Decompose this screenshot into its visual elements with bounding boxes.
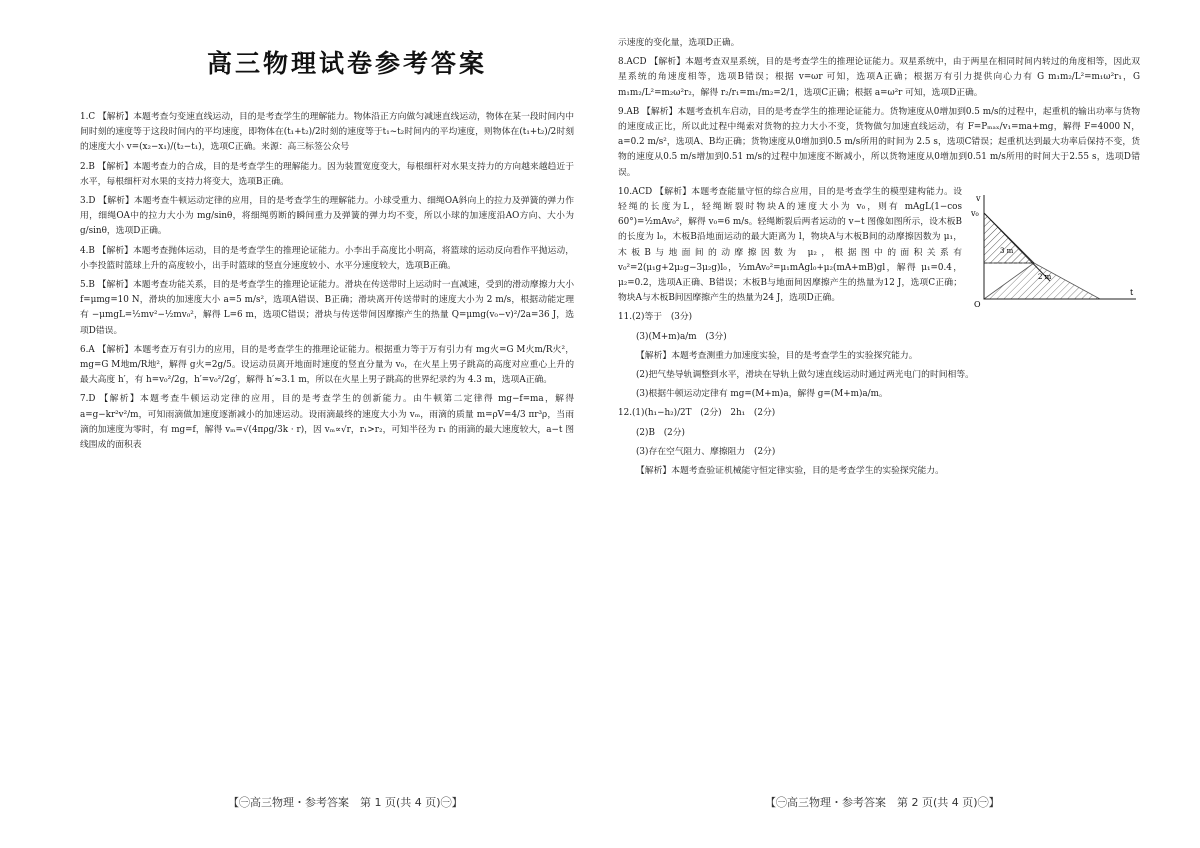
answer-6: 6.A 【解析】本题考查万有引力的应用，目的是考查学生的推理论证能力。根据重力等于万有引力有 mg火=G M火m/R火²，mg=G M地m/R地²，解得 g火=2g/5。设运动员离开地面时速度的竖直分量为 v₀，在火星上男子跳高的高度对应重心上升的最大高度 h′，有 h=v₀²/2g，h′=v₀²/2g′，解得 h′≈3.1 m，所以在火星上男子跳高的世界纪录约为 4.3 m，选项A正确。	[80, 344, 574, 386]
answer-8: 8.ACD 【解析】本题考查双星系统，目的是考查学生的推理论证能力。双星系统中，由于两星在相同时间内转过的角度相等，因此双星系统的角速度相等，选项B错误；根据 v=ωr 可知，选项A正确；根据万有引力提供向心力有 G m₁m₂/L²=m₁ω²r₁，G m₁m₂/L²=m₂ω²r₂，解得 r₂/r₁=m₁/m₂=2/1，选项C正确；根据 a=ω²r 可知，选项D正确。	[618, 57, 1140, 98]
answer-12-2: (2)B (2分)	[636, 427, 685, 438]
page-title: 高三物理试卷参考答案	[206, 49, 487, 78]
answer-11-analysis-3: (3)根据牛顿运动定律有 mg=(M+m)a，解得 g=(M+m)a/m。	[636, 389, 888, 400]
answer-11-analysis: 【解析】本题考查测重力加速度实验，目的是考查学生的实验探究能力。	[636, 350, 918, 361]
answer-12-1: 12.(1)(h₁−h₂)/2T (2分) 2h₁ (2分)	[618, 408, 776, 419]
distance-2m-label: 2 m	[1038, 272, 1052, 281]
answer-2: 2.B 【解析】本题考查力的合成，目的是考查学生的理解能力。因为装置宽度变大，每根细杆对水果支持力的方向越来越趋近于水平，每根细杆对水果的支持力将变大，选项B正确。	[80, 161, 574, 187]
answer-10: 10.ACD 【解析】本题考查能量守恒的综合应用，目的是考查学生的模型建构能力。设轻绳的长度为L，轻绳断裂时物块A的速度大小为 v₀，则有 mAgL(1−cos 60°)=½mAv₀²，解得 v₀=6 m/s。轻绳断裂后两者运动的 v−t 图像如图所示，设木板B的长度为 l₀，木板B沿地面运动的最大距离为 l，物块A与木板B间的动摩擦因数为 μ₁，木板B与地面间的动摩擦因数为 μ₂，根据图中的面积关系有 v₀²=2(μ₁g+2μ₂g−3μ₂g)l₀，½mAv₀²=μ₁mAgl₀+μ₂(mA+mB)gl，解得 μ₁=0.4，μ₂=0.2，选项A正确、B错误；木板B与地面间因摩擦产生的热量为12 J，选项C正确；物块A与木板B间因摩擦产生的热量为24 J，选项D正确。	[618, 186, 962, 304]
t-axis-label: t	[1130, 287, 1134, 297]
page-footer-1: 【㊀高三物理・参考答案 第 1 页(共 4 页)㊀】	[228, 796, 463, 809]
vt-graph-figure	[970, 191, 1140, 309]
area-board-b	[984, 263, 1100, 299]
answer-11-2: 11.(2)等于 (3分)	[618, 312, 693, 323]
answer-11-analysis-2: (2)把气垫导轨调整到水平，滑块在导轨上做匀速直线运动时通过两光电门的时间相等。	[636, 370, 974, 381]
page-footer-2: 【㊀高三物理・参考答案 第 2 页(共 4 页)㊀】	[765, 796, 1000, 809]
answer-11-3: (3)(M+m)a/m (3分)	[636, 331, 727, 342]
answer-5: 5.B 【解析】本题考查功能关系，目的是考查学生的推理论证能力。滑块在传送带时上运动时一直减速，受到的滑动摩擦力大小 f=μmg=10 N，滑块的加速度大小 a=5 m/s²，选项A错误、B正确；滑块离开传送带时的速度大小为 2 m/s，根据动能定理有 −μmgL=½mv²−½mv₀²，解得 L=6 m，选项C错误；滑块与传送带间因摩擦产生的热量 Q=μmg(v₀−v)²/2a=36 J，选项D错误。	[80, 280, 574, 336]
v-axis-label: v	[976, 193, 981, 203]
v0-label: v₀	[971, 208, 979, 218]
distance-3m-label: 3 m	[1000, 246, 1014, 255]
answer-1: 1.C 【解析】本题考查匀变速直线运动，目的是考查学生的理解能力。物体沿正方向做匀减速直线运动，物体在某一段时间内中间时刻的速度等于这段时间内的平均速度，即物体在(t₁+t₂)/2时刻的速度等于t₁~t₂时间内的平均速度，则物体在(t₁+t₂)/2时刻的速度大小 v=(x₂−x₁)/(t₂−t₁)，选项C正确。来源：高三标签公众号	[80, 112, 574, 153]
answer-7-continued: 示速度的变化量，选项D正确。	[618, 38, 740, 48]
answer-4: 4.B 【解析】本题考查抛体运动，目的是考查学生的推理论证能力。小李出手高度比小明高，将篮球的运动反向看作平抛运动，小李投篮时篮球上升的高度较小，出手时篮球的竖直分速度较小、水平分速度较大，选项B正确。	[80, 245, 574, 271]
origin-label: O	[974, 299, 981, 309]
answer-7: 7.D 【解析】本题考查牛顿运动定律的应用，目的是考查学生的创新能力。由牛顿第二定律得 mg−f=ma，解得 a=g−kr²v²/m，可知雨滴做加速度逐渐减小的加速运动。设雨滴最终的速度大小为 vₘ，雨滴的质量 m=ρV=4/3 πr³ρ，当雨滴的加速度为零时，有 mg=f，解得 vₘ=√(4πρg/3k · r)，因 vₘ∝√r，r₁>r₂，可知半径为 r₁ 的雨滴的最大速度较大，a−t 图线围成的面积表	[80, 394, 574, 451]
page-2	[600, 0, 1200, 848]
answer-12-3: (3)存在空气阻力、摩擦阻力 (2分)	[636, 446, 776, 457]
answer-3: 3.D 【解析】本题考查牛顿运动定律的应用，目的是考查学生的理解能力。小球受重力、细绳OA斜向上的拉力及弹簧的弹力作用，细绳OA中的拉力大小为 mg/sinθ，将细绳剪断的瞬间重力及弹簧的弹力均不变，所以小球的加速度沿AO方向、大小为 g/sinθ，选项D正确。	[80, 196, 574, 237]
answer-9: 9.AB 【解析】本题考查机车启动，目的是考查学生的推理论证能力。货物速度从0增加到0.5 m/s的过程中，起重机的输出功率与货物的速度成正比，所以此过程中绳索对货物的拉力大小不变，货物做匀加速直线运动，有 F=Pₘₐₓ/v₁=ma+mg，解得 F=4000 N，a=0.2 m/s²，选项A、B均正确；货物速度从0增加到0.5 m/s所用的时间为 2.5 s，选项C错误；起重机达到最大功率后保持不变，货物的速度从0.5 m/s增加到0.51 m/s的过程中加速度不断减小，所以货物速度从0增加到0.51 m/s所用的时间大于2.55 s，选项D错误。	[618, 106, 1140, 178]
answer-12-analysis: 【解析】本题考查验证机械能守恒定律实验，目的是考查学生的实验探究能力。	[636, 466, 944, 477]
